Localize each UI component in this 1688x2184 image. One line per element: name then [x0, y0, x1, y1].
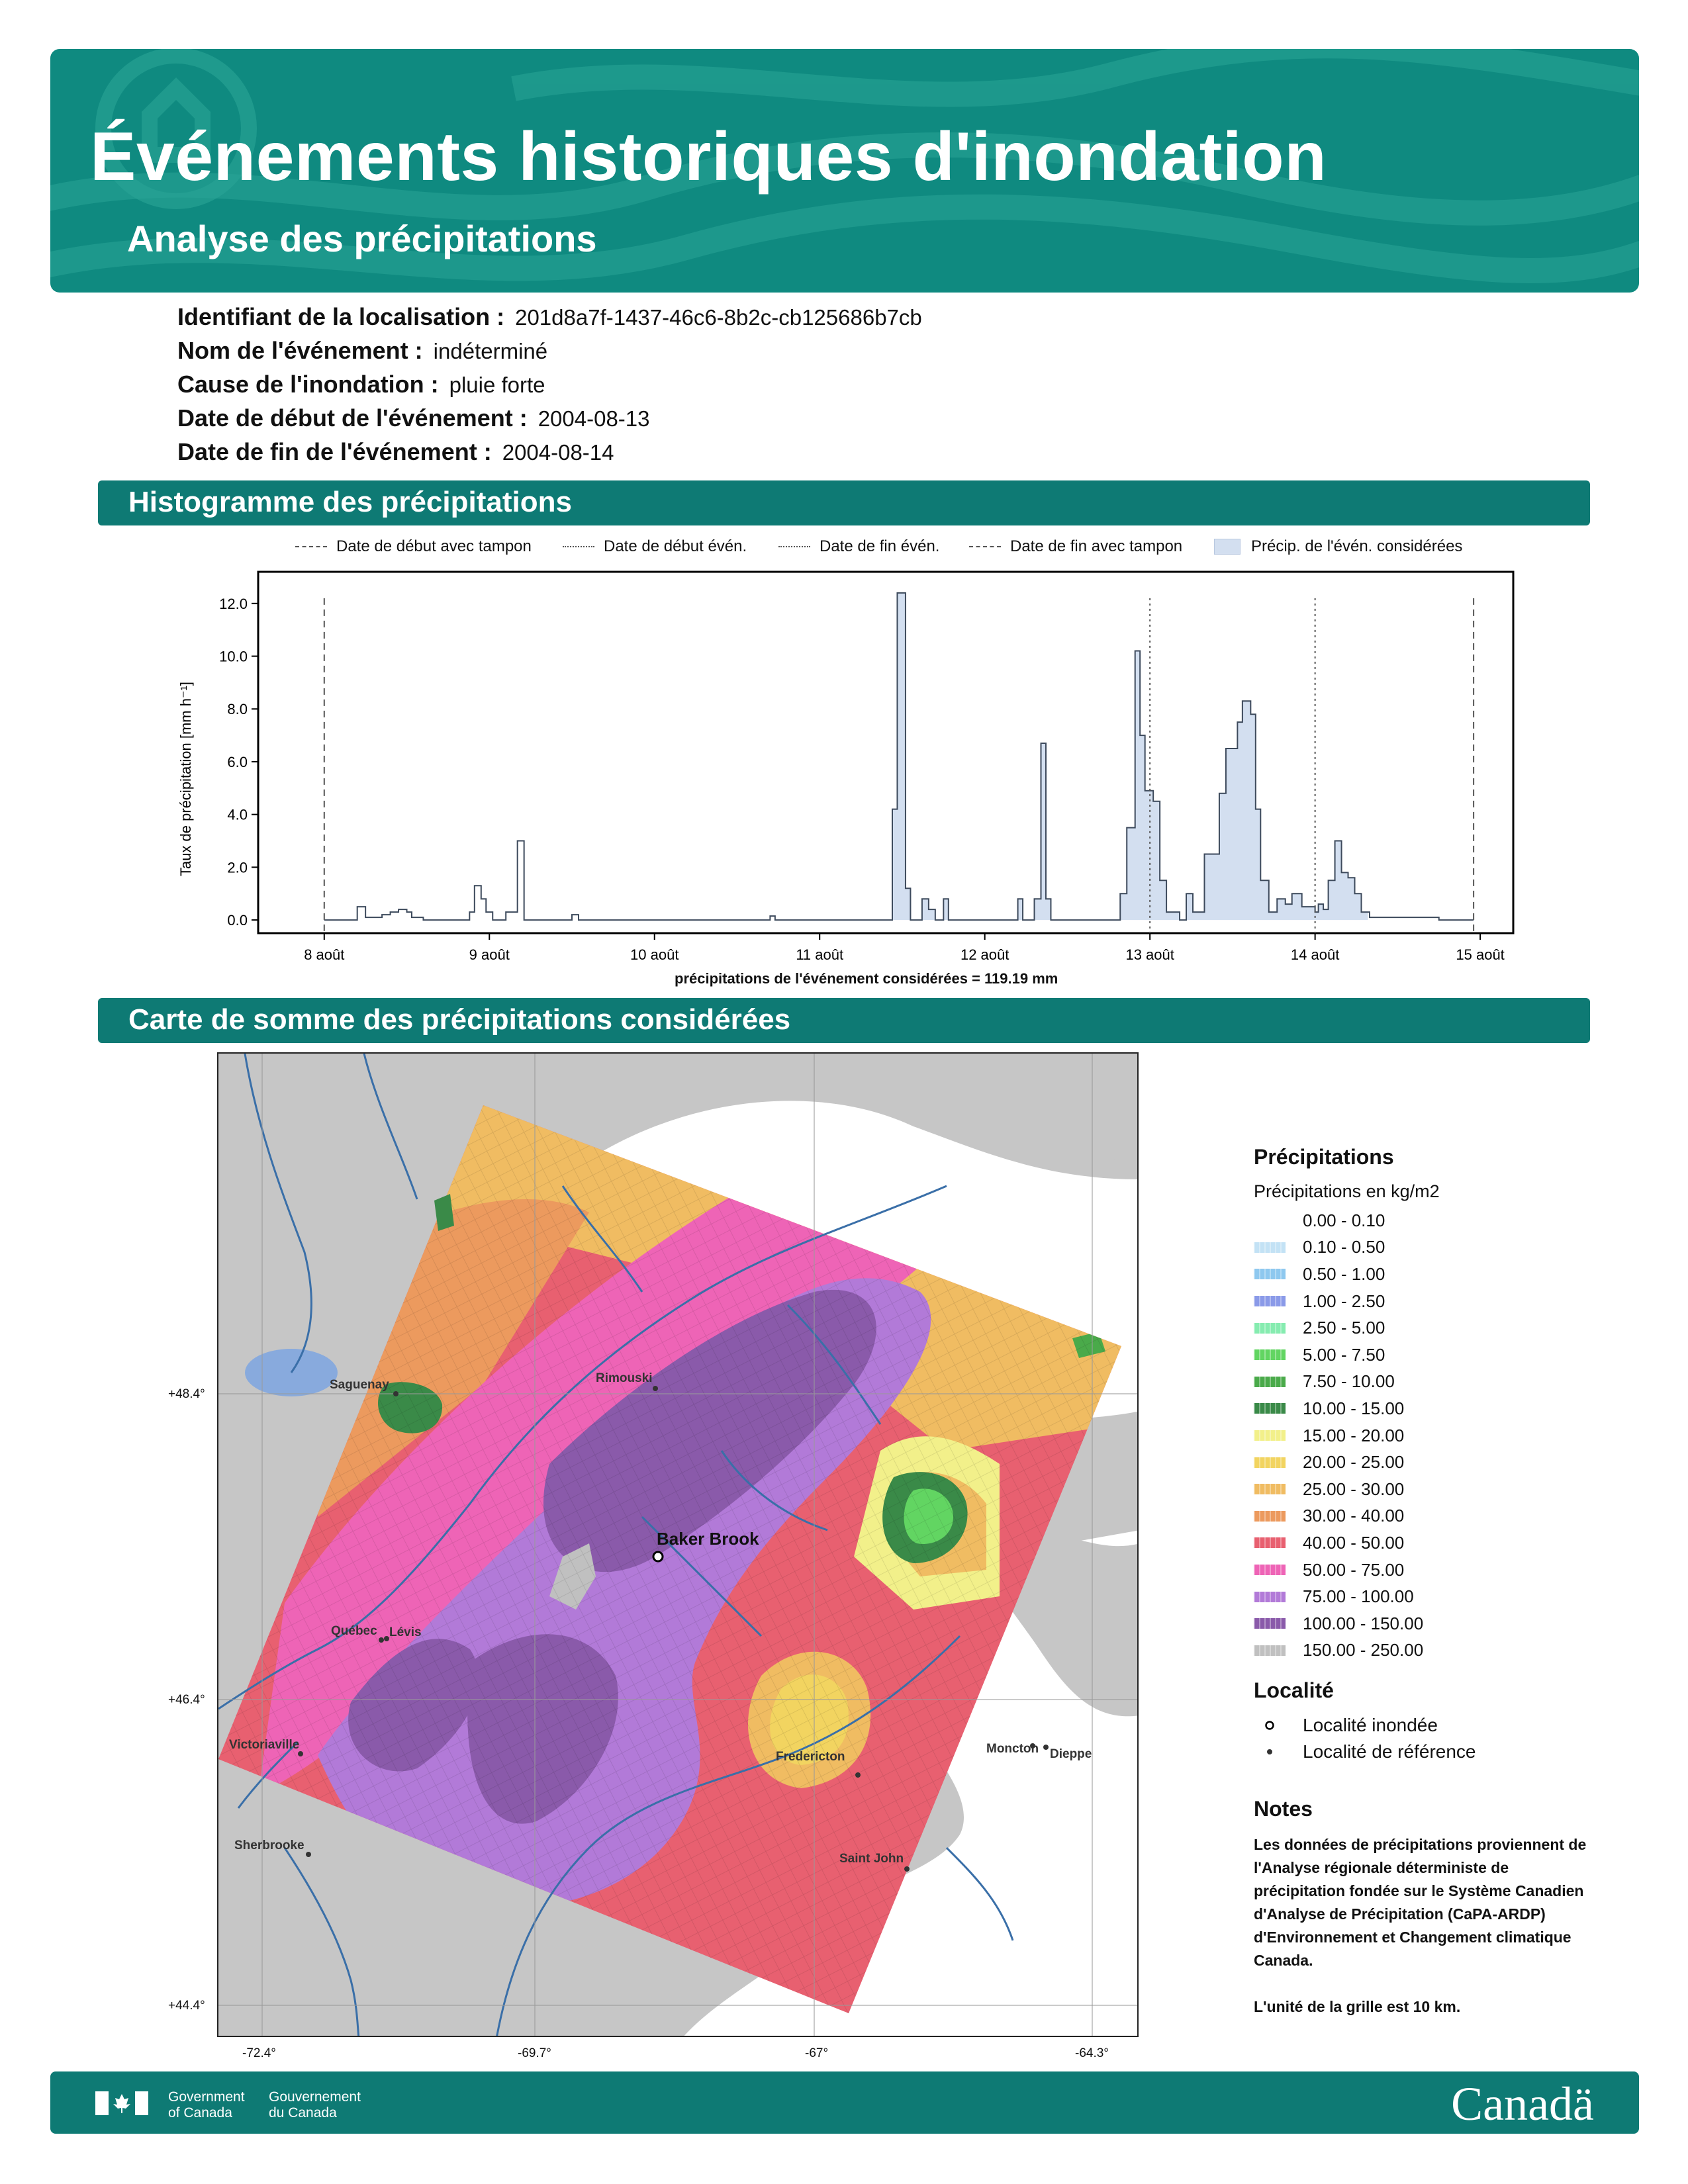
info-label: Cause de l'inondation : — [177, 371, 439, 398]
lon-tick-label: -72.4° — [242, 2046, 276, 2060]
flooded-location-marker — [653, 1552, 663, 1561]
info-label: Date de début de l'événement : — [177, 404, 528, 432]
x-tick-label: 8 août — [304, 946, 345, 963]
page-title: Événements historiques d'inondation — [90, 118, 1327, 195]
legend-label: 40.00 - 50.00 — [1303, 1532, 1405, 1553]
info-value: 2004-08-14 — [502, 440, 614, 465]
y-tick-label: 6.0 — [227, 753, 248, 770]
place-label: Lévis — [389, 1625, 422, 1639]
legend-swatch — [1254, 1618, 1286, 1629]
legend-item — [1254, 1369, 1624, 1396]
info-value: pluie forte — [449, 373, 545, 397]
notes-title: Notes — [1254, 1797, 1313, 1821]
government-name-fr: Gouvernement du Canada — [269, 2089, 361, 2120]
legend-label: 1.00 - 2.50 — [1303, 1291, 1385, 1311]
place-label: Sherbrooke — [234, 1839, 305, 1852]
legend-swatch — [1254, 1296, 1286, 1306]
legend-items — [1254, 1207, 1624, 1664]
x-tick-label: 9 août — [469, 946, 510, 963]
y-tick-label: 12.0 — [219, 595, 248, 612]
legend-swatch — [1254, 1242, 1286, 1253]
legend-label: Date de début évén. — [604, 537, 747, 555]
legend-item — [1254, 1557, 1624, 1584]
legend-item — [1254, 1314, 1624, 1342]
lat-tick-label: +46.4° — [168, 1693, 205, 1707]
y-tick-label: 2.0 — [227, 859, 248, 876]
canada-wordmark: Canadä — [1451, 2077, 1594, 2130]
place-label: Dieppe — [1050, 1747, 1092, 1761]
legend-swatch — [1254, 1645, 1286, 1656]
notes-text: Les données de précipitations proviennent de l'Analyse régionale déterministe de précipitation fondée sur le Système Canadien d'Analyse de Précipitation (CaPA-ARDP) d'Environnement et Changement climatique Canada. L'unité de la grille est 10 km. — [1254, 1836, 1587, 2016]
legend-swatch — [1254, 1349, 1286, 1360]
footer — [50, 2071, 1639, 2134]
info-value: indéterminé — [433, 339, 548, 363]
legend-label: 7.50 - 10.00 — [1303, 1371, 1395, 1392]
y-tick-label: 4.0 — [227, 806, 248, 823]
info-label: Nom de l'événement : — [177, 337, 423, 364]
legend-swatch — [1254, 1430, 1286, 1441]
legend-item — [1254, 1422, 1624, 1449]
legend-label: Date de début avec tampon — [336, 537, 532, 555]
plot-frame — [258, 572, 1513, 933]
legend-label: 15.00 - 20.00 — [1303, 1425, 1405, 1445]
dot-icon — [1254, 1748, 1286, 1756]
legend-swatch — [1254, 1457, 1286, 1468]
legend-label: 100.00 - 150.00 — [1303, 1613, 1424, 1633]
place-label: Victoriaville — [229, 1738, 300, 1752]
legend-item — [1254, 1503, 1624, 1530]
legend-swatch — [1254, 1215, 1286, 1226]
legend-item — [1254, 1476, 1624, 1503]
info-value: 2004-08-13 — [538, 406, 650, 431]
place-label: Moncton — [986, 1742, 1039, 1756]
y-tick-label: 10.0 — [219, 648, 248, 665]
legend-item — [1254, 1637, 1624, 1664]
place-label: Saguenay — [330, 1378, 389, 1392]
legend-label: 2.50 - 5.00 — [1303, 1318, 1385, 1338]
locality-item-reference — [1254, 1739, 1624, 1765]
legend-label: 75.00 - 100.00 — [1303, 1586, 1414, 1607]
legend-label: Date de fin évén. — [820, 537, 940, 555]
y-axis-label: Taux de précipitation [mm h⁻¹] — [177, 681, 194, 877]
precipitation-histogram — [0, 0, 1688, 993]
legend-title: Précipitations — [1254, 1145, 1394, 1169]
legend-label: 0.00 - 0.10 — [1303, 1210, 1385, 1230]
legend-label: 5.00 - 7.50 — [1303, 1344, 1385, 1365]
legend-subtitle: Précipitations en kg/m2 — [1254, 1181, 1440, 1201]
legend-label: 50.00 - 75.00 — [1303, 1559, 1405, 1580]
x-tick-label: 11 août — [796, 946, 844, 963]
government-name-en: Government of Canada — [168, 2089, 245, 2120]
legend-label: 30.00 - 40.00 — [1303, 1506, 1405, 1526]
legend-label: 150.00 - 250.00 — [1303, 1640, 1424, 1661]
legend-swatch — [1254, 1592, 1286, 1602]
legend-label: 0.10 - 0.50 — [1303, 1237, 1385, 1257]
canada-flag-icon — [95, 2091, 148, 2115]
place-label: Québec — [331, 1624, 377, 1638]
legend-item — [1254, 1234, 1624, 1261]
locality-item-flooded — [1254, 1712, 1624, 1739]
legend-label: Date de fin avec tampon — [1010, 537, 1183, 555]
lon-tick-label: -64.3° — [1075, 2046, 1109, 2060]
legend-swatch — [1254, 1537, 1286, 1548]
x-tick-label: 13 août — [1125, 946, 1174, 963]
place-label: Rimouski — [596, 1371, 653, 1385]
x-tick-label: 10 août — [630, 946, 679, 963]
locality-title: Localité — [1254, 1678, 1334, 1703]
legend-item — [1254, 1261, 1624, 1288]
legend-item — [1254, 1449, 1624, 1476]
legend-item — [1254, 1342, 1624, 1369]
histogram-xlabel: précipitations de l'événement considérées = 119.19 mm — [675, 970, 1058, 987]
legend-label: 10.00 - 15.00 — [1303, 1398, 1405, 1418]
map-legend — [1254, 1145, 1624, 2019]
section-histogram-title: Histogramme des précipitations — [98, 480, 1590, 525]
place-label: Fredericton — [776, 1750, 845, 1764]
precipitation-map — [217, 1052, 1139, 2037]
lat-tick-label: +44.4° — [168, 1999, 205, 2013]
legend-item — [1254, 1395, 1624, 1422]
legend-label: 20.00 - 25.00 — [1303, 1452, 1405, 1473]
section-map-title: Carte de somme des précipitations considérées — [98, 998, 1590, 1043]
legend-swatch — [1254, 1484, 1286, 1494]
legend-label: 0.50 - 1.00 — [1303, 1263, 1385, 1284]
info-label: Identifiant de la localisation : — [177, 303, 505, 330]
lat-tick-label: +48.4° — [168, 1387, 205, 1401]
open-circle-icon — [1254, 1720, 1286, 1731]
lon-tick-label: -69.7° — [518, 2046, 551, 2060]
place-label: Saint John — [839, 1852, 904, 1866]
locality-label: Localité inondée — [1303, 1715, 1438, 1736]
page-subtitle: Analyse des précipitations — [127, 218, 597, 259]
legend-label: 25.00 - 30.00 — [1303, 1479, 1405, 1499]
y-tick-label: 8.0 — [227, 701, 248, 718]
info-label: Date de fin de l'événement : — [177, 438, 492, 465]
legend-item — [1254, 1610, 1624, 1637]
locality-label: Localité de référence — [1303, 1741, 1476, 1762]
y-tick-label: 0.0 — [227, 912, 248, 929]
legend-label: Précip. de l'évén. considérées — [1251, 537, 1463, 555]
legend-item — [1254, 1207, 1624, 1234]
x-tick-label: 12 août — [960, 946, 1009, 963]
legend-item — [1254, 1288, 1624, 1315]
legend-swatch — [1254, 1511, 1286, 1522]
legend-swatch — [1254, 1323, 1286, 1334]
legend-swatch — [1254, 1377, 1286, 1387]
flooded-location-label: Baker Brook — [657, 1529, 759, 1549]
x-tick-label: 15 août — [1456, 946, 1505, 963]
lon-tick-label: -67° — [805, 2046, 829, 2060]
legend-swatch — [1254, 1403, 1286, 1414]
legend-item — [1254, 1529, 1624, 1557]
info-value: 201d8a7f-1437-46c6-8b2c-cb125686b7cb — [515, 305, 922, 330]
legend-swatch — [1254, 1565, 1286, 1575]
legend-swatch — [1254, 1269, 1286, 1279]
x-tick-label: 14 août — [1290, 946, 1340, 963]
legend-item — [1254, 1583, 1624, 1610]
